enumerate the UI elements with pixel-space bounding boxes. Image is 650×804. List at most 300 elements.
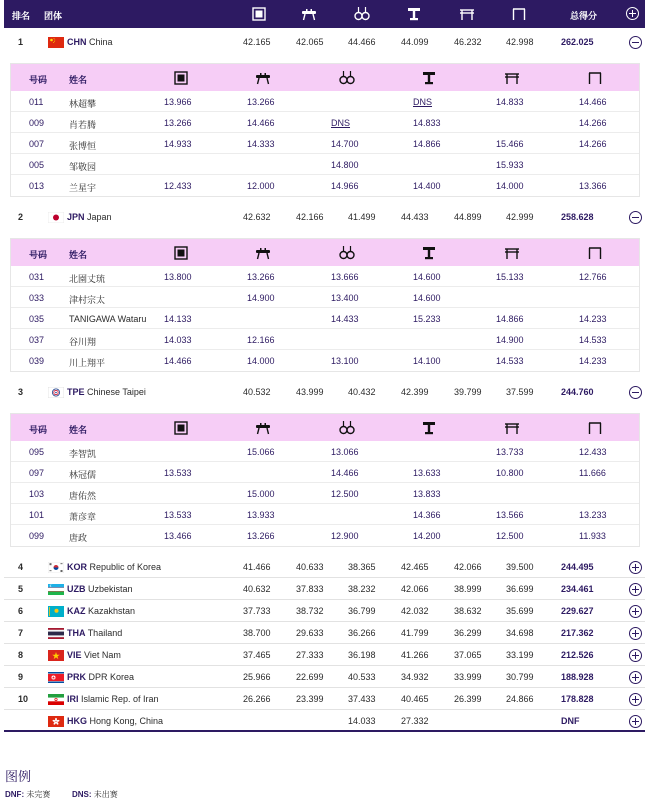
athlete-row — [11, 525, 639, 546]
athlete-score: 14.466 — [164, 356, 192, 366]
athlete-name[interactable]: 邹敬园 — [69, 162, 97, 172]
athlete-number: 035 — [29, 314, 45, 324]
athlete-score: 14.933 — [164, 139, 192, 149]
team-label — [67, 584, 133, 594]
athlete-score: 14.133 — [164, 314, 192, 324]
athlete-name[interactable]: 津村宗太 — [69, 295, 106, 305]
athlete-score: 14.900 — [247, 293, 275, 303]
horizontal-bar-icon — [587, 420, 603, 436]
parallel-bars-icon — [459, 6, 475, 22]
athlete-score: 12.433 — [164, 181, 192, 191]
horizontal-bar-icon — [587, 245, 603, 261]
team-name: Thailand — [87, 628, 123, 638]
flag-uzb-icon — [48, 584, 64, 595]
floor-exercise-icon — [173, 70, 189, 86]
athlete-header — [11, 64, 639, 91]
athlete-name[interactable]: 萧彦章 — [69, 512, 97, 522]
athlete-score: 15.233 — [413, 314, 441, 324]
team-score: 44.099 — [401, 37, 429, 47]
team-rank: 7 — [18, 628, 24, 638]
team-total: 178.828 — [561, 694, 594, 704]
team-row[interactable] — [4, 644, 645, 666]
legend-title: 图例 — [5, 769, 32, 784]
team-label — [67, 628, 122, 638]
athlete-number: 037 — [29, 335, 45, 345]
team-score: 42.999 — [506, 212, 534, 222]
flag-jpn-icon — [48, 212, 64, 223]
athlete-row — [11, 287, 639, 308]
team-name: Uzbekistan — [88, 584, 133, 594]
team-label — [67, 606, 135, 616]
parallel-bars-icon — [504, 245, 520, 261]
athlete-row — [11, 133, 639, 154]
team-total: 212.526 — [561, 650, 594, 660]
athlete-score: 14.100 — [413, 356, 441, 366]
team-total: 258.628 — [561, 212, 594, 222]
team-rank: 2 — [18, 212, 24, 222]
team-score: 26.399 — [454, 694, 482, 704]
team-total: DNF — [561, 716, 580, 726]
athlete-score: 14.700 — [331, 139, 359, 149]
floor-exercise-icon — [173, 245, 189, 261]
athlete-panel — [10, 63, 640, 197]
team-row[interactable] — [4, 31, 645, 53]
team-score: 42.066 — [454, 562, 482, 572]
collapse-icon[interactable] — [629, 386, 642, 399]
flag-chn-icon — [48, 37, 64, 48]
team-score: 26.266 — [243, 694, 271, 704]
expand-icon[interactable] — [629, 627, 642, 640]
athlete-header — [11, 239, 639, 266]
athlete-score: 12.000 — [247, 181, 275, 191]
pommel-horse-icon — [301, 6, 317, 22]
team-score: 33.999 — [454, 672, 482, 682]
vault-icon — [421, 70, 437, 86]
expand-icon[interactable] — [629, 715, 642, 728]
number-header: 号码 — [29, 75, 48, 85]
athlete-row — [11, 308, 639, 329]
athlete-name[interactable]: 谷川翔 — [69, 337, 97, 347]
athlete-score: 14.966 — [331, 181, 359, 191]
athlete-score: 12.500 — [331, 489, 359, 499]
athlete-name[interactable]: 兰星宇 — [69, 183, 97, 193]
athlete-header — [11, 414, 639, 441]
expand-icon[interactable] — [629, 671, 642, 684]
expand-icon[interactable] — [629, 605, 642, 618]
team-code: PRK — [67, 672, 87, 682]
team-row[interactable] — [4, 206, 645, 228]
athlete-score: 13.100 — [331, 356, 359, 366]
expand-icon[interactable] — [629, 583, 642, 596]
team-score: 39.500 — [506, 562, 534, 572]
team-score: 33.199 — [506, 650, 534, 660]
team-score: 37.433 — [348, 694, 376, 704]
team-score: 27.333 — [296, 650, 324, 660]
team-code: UZB — [67, 584, 86, 594]
athlete-score: 13.266 — [164, 118, 192, 128]
team-score: 41.499 — [348, 212, 376, 222]
athlete-score: 14.266 — [579, 139, 607, 149]
athlete-score: 13.400 — [331, 293, 359, 303]
team-score: 34.932 — [401, 672, 429, 682]
team-score: 42.998 — [506, 37, 534, 47]
expand-icon[interactable] — [629, 693, 642, 706]
team-score: 37.599 — [506, 387, 534, 397]
team-score: 24.866 — [506, 694, 534, 704]
team-row[interactable] — [4, 578, 645, 600]
athlete-number: 013 — [29, 181, 45, 191]
team-score: 36.266 — [348, 628, 376, 638]
athlete-name[interactable]: 李智凯 — [69, 449, 97, 459]
team-label — [67, 672, 134, 682]
athlete-score: 14.533 — [496, 356, 524, 366]
team-score: 38.999 — [454, 584, 482, 594]
athlete-row — [11, 504, 639, 525]
team-score: 37.065 — [454, 650, 482, 660]
team-code: KAZ — [67, 606, 86, 616]
team-score: 30.799 — [506, 672, 534, 682]
athlete-name[interactable]: 北園丈琉 — [69, 274, 106, 284]
team-score: 42.399 — [401, 387, 429, 397]
team-score: 37.733 — [243, 606, 271, 616]
athlete-name[interactable]: 林超攀 — [69, 99, 97, 109]
athlete-number: 097 — [29, 468, 45, 478]
athlete-score: 13.533 — [164, 510, 192, 520]
athlete-score: 14.833 — [496, 97, 524, 107]
expand-icon[interactable] — [629, 561, 642, 574]
team-row[interactable] — [4, 666, 645, 688]
athlete-name[interactable]: 唐佑然 — [69, 491, 97, 501]
athlete-score: 13.633 — [413, 468, 441, 478]
athlete-score: 14.400 — [413, 181, 441, 191]
team-code: VIE — [67, 650, 82, 660]
team-name: Viet Nam — [84, 650, 121, 660]
athlete-score: 14.600 — [413, 293, 441, 303]
athlete-score: 14.433 — [331, 314, 359, 324]
team-row[interactable] — [4, 688, 645, 710]
team-label — [67, 212, 112, 222]
team-score: 46.232 — [454, 37, 482, 47]
athlete-score: 15.000 — [247, 489, 275, 499]
team-score: 29.633 — [296, 628, 324, 638]
rank-header: 排名 — [12, 11, 31, 21]
athlete-score: 14.866 — [413, 139, 441, 149]
team-score: 38.732 — [296, 606, 324, 616]
team-label — [67, 650, 121, 660]
team-score: 44.466 — [348, 37, 376, 47]
athlete-score: 13.533 — [164, 468, 192, 478]
athlete-score: 13.366 — [579, 181, 607, 191]
athlete-row — [11, 441, 639, 462]
team-total: 262.025 — [561, 37, 594, 47]
athlete-score: 14.333 — [247, 139, 275, 149]
team-total: 229.627 — [561, 606, 594, 616]
team-rank: 6 — [18, 606, 24, 616]
vault-icon — [421, 420, 437, 436]
athlete-score: 14.833 — [413, 118, 441, 128]
team-rank: 3 — [18, 387, 24, 397]
team-name: Chinese Taipei — [87, 387, 146, 397]
athlete-score: 12.166 — [247, 335, 275, 345]
team-row[interactable] — [4, 600, 645, 622]
collapse-icon[interactable] — [629, 36, 642, 49]
athlete-score: 12.500 — [496, 531, 524, 541]
athlete-number: 033 — [29, 293, 45, 303]
team-score: 35.699 — [506, 606, 534, 616]
flag-tpe-icon — [48, 387, 64, 398]
athlete-score: 14.200 — [413, 531, 441, 541]
athlete-row — [11, 175, 639, 196]
athlete-score: DNS — [413, 97, 433, 107]
team-score: 40.532 — [243, 387, 271, 397]
team-score: 44.433 — [401, 212, 429, 222]
athlete-score: 13.966 — [164, 97, 192, 107]
team-score: 36.198 — [348, 650, 376, 660]
team-label — [67, 562, 161, 572]
athlete-row — [11, 266, 639, 287]
athlete-score: 10.800 — [496, 468, 524, 478]
team-name: China — [89, 37, 113, 47]
athlete-number: 005 — [29, 160, 45, 170]
legend-dns: DNS: 未出赛 — [72, 790, 118, 799]
team-score: 34.698 — [506, 628, 534, 638]
athlete-score: 14.466 — [331, 468, 359, 478]
athlete-row — [11, 91, 639, 112]
floor-exercise-icon — [173, 420, 189, 436]
team-score: 41.799 — [401, 628, 429, 638]
athlete-row — [11, 154, 639, 175]
name-header: 姓名 — [69, 250, 88, 260]
athlete-score: 14.366 — [413, 510, 441, 520]
team-score: 37.465 — [243, 650, 271, 660]
rings-icon — [339, 420, 355, 436]
expand-all-icon[interactable] — [626, 7, 639, 20]
athlete-row — [11, 329, 639, 350]
horizontal-bar-icon — [587, 70, 603, 86]
athlete-score: 14.466 — [247, 118, 275, 128]
athlete-number: 011 — [29, 97, 44, 107]
team-score: 43.999 — [296, 387, 324, 397]
rings-icon — [339, 70, 355, 86]
athlete-score: 14.866 — [496, 314, 524, 324]
athlete-score: 13.266 — [247, 272, 275, 282]
team-score: 42.166 — [296, 212, 324, 222]
team-code: HKG — [67, 716, 87, 726]
athlete-score: 13.566 — [496, 510, 524, 520]
team-score: 14.033 — [348, 716, 376, 726]
athlete-score: 15.066 — [247, 447, 275, 457]
team-score: 42.065 — [296, 37, 324, 47]
athlete-score: 14.533 — [579, 335, 607, 345]
team-row[interactable] — [4, 710, 645, 732]
athlete-score: 13.066 — [331, 447, 359, 457]
athlete-score: 12.433 — [579, 447, 607, 457]
team-score: 42.165 — [243, 37, 271, 47]
team-score: 39.799 — [454, 387, 482, 397]
athlete-number: 099 — [29, 531, 45, 541]
team-rank: 9 — [18, 672, 24, 682]
total-header: 总得分 — [570, 11, 598, 21]
athlete-score: 13.800 — [164, 272, 192, 282]
collapse-icon[interactable] — [629, 211, 642, 224]
team-code: IRI — [67, 694, 79, 704]
athlete-score: 14.000 — [247, 356, 275, 366]
team-score: 42.032 — [401, 606, 429, 616]
athlete-row — [11, 462, 639, 483]
team-score: 42.066 — [401, 584, 429, 594]
athlete-name[interactable]: TANIGAWA Wataru — [69, 314, 147, 324]
team-header: 团体 — [44, 11, 63, 21]
team-label — [67, 387, 146, 397]
flag-prk-icon — [48, 672, 64, 683]
name-header: 姓名 — [69, 75, 88, 85]
expand-icon[interactable] — [629, 649, 642, 662]
athlete-score: 13.466 — [164, 531, 192, 541]
athlete-score: 11.933 — [579, 531, 606, 541]
athlete-name[interactable]: 林冠儒 — [69, 470, 97, 480]
athlete-number: 039 — [29, 356, 45, 366]
team-code: THA — [67, 628, 86, 638]
team-score: 38.632 — [454, 606, 482, 616]
athlete-score: 14.033 — [164, 335, 192, 345]
athlete-name[interactable]: 张博恒 — [69, 141, 97, 151]
team-score: 36.299 — [454, 628, 482, 638]
legend-dnf: DNF: 未完赛 — [5, 790, 51, 799]
athlete-score: 15.466 — [496, 139, 524, 149]
team-code: CHN — [67, 37, 87, 47]
team-label — [67, 37, 113, 47]
team-name: Republic of Korea — [89, 562, 162, 572]
athlete-score: 11.666 — [579, 468, 606, 478]
athlete-number: 095 — [29, 447, 45, 457]
athlete-score: 12.766 — [579, 272, 607, 282]
team-score: 42.632 — [243, 212, 271, 222]
athlete-number: 101 — [29, 510, 45, 520]
flag-kaz-icon — [48, 606, 64, 617]
athlete-score: 14.900 — [496, 335, 524, 345]
athlete-score: 14.000 — [496, 181, 524, 191]
team-total: 244.760 — [561, 387, 594, 397]
athlete-score: 15.133 — [496, 272, 524, 282]
team-rank: 5 — [18, 584, 24, 594]
team-score: 38.232 — [348, 584, 376, 594]
athlete-score: 12.900 — [331, 531, 359, 541]
team-score: 27.332 — [401, 716, 429, 726]
horizontal-bar-icon — [511, 6, 527, 22]
team-name: Hong Kong, China — [89, 716, 164, 726]
team-score: 41.466 — [243, 562, 271, 572]
athlete-score: 13.933 — [247, 510, 275, 520]
team-name: Islamic Rep. of Iran — [81, 694, 159, 704]
athlete-score: 14.233 — [579, 314, 607, 324]
team-rank: 1 — [18, 37, 24, 47]
parallel-bars-icon — [504, 420, 520, 436]
team-score: 44.899 — [454, 212, 482, 222]
table-header — [4, 0, 645, 28]
team-row[interactable] — [4, 381, 645, 403]
team-label — [67, 694, 159, 704]
team-score: 38.700 — [243, 628, 271, 638]
team-rank: 4 — [18, 562, 24, 572]
athlete-score: 13.233 — [579, 510, 607, 520]
team-total: 234.461 — [561, 584, 594, 594]
team-score: 40.465 — [401, 694, 429, 704]
team-score: 40.633 — [296, 562, 324, 572]
team-rank: 10 — [18, 694, 29, 704]
parallel-bars-icon — [504, 70, 520, 86]
pommel-horse-icon — [255, 420, 271, 436]
name-header: 姓名 — [69, 425, 88, 435]
athlete-score: DNS — [331, 118, 351, 128]
team-score: 42.465 — [401, 562, 429, 572]
athlete-number: 009 — [29, 118, 45, 128]
athlete-score: 13.733 — [496, 447, 524, 457]
team-row[interactable] — [4, 622, 645, 644]
vault-icon — [421, 245, 437, 261]
pommel-horse-icon — [255, 245, 271, 261]
athlete-score: 13.666 — [331, 272, 359, 282]
team-score: 22.699 — [296, 672, 324, 682]
athlete-name[interactable]: 川上翔平 — [69, 358, 106, 368]
team-score: 38.365 — [348, 562, 376, 572]
athlete-score: 13.266 — [247, 97, 275, 107]
athlete-panel — [10, 413, 640, 547]
vault-icon — [406, 6, 422, 22]
team-code: TPE — [67, 387, 85, 397]
flag-hkg-icon — [48, 716, 64, 727]
athlete-score: 14.600 — [413, 272, 441, 282]
team-code: KOR — [67, 562, 87, 572]
flag-tha-icon — [48, 628, 64, 639]
team-score: 41.266 — [401, 650, 429, 660]
team-score: 40.632 — [243, 584, 271, 594]
athlete-score: 14.466 — [579, 97, 607, 107]
athlete-number: 007 — [29, 139, 45, 149]
athlete-score: 13.266 — [247, 531, 275, 541]
rings-icon — [339, 245, 355, 261]
number-header: 号码 — [29, 425, 48, 435]
team-total: 244.495 — [561, 562, 594, 572]
athlete-number: 031 — [29, 272, 45, 282]
team-score: 23.399 — [296, 694, 324, 704]
athlete-score: 14.233 — [579, 356, 607, 366]
team-code: JPN — [67, 212, 85, 222]
team-name: Japan — [87, 212, 112, 222]
athlete-row — [11, 112, 639, 133]
team-rank: 8 — [18, 650, 24, 660]
athlete-row — [11, 483, 639, 504]
team-score: 40.533 — [348, 672, 376, 682]
team-name: Kazakhstan — [88, 606, 136, 616]
athlete-name[interactable]: 唐政 — [69, 533, 88, 543]
team-score: 40.432 — [348, 387, 376, 397]
team-name: DPR Korea — [88, 672, 135, 682]
flag-kor-icon — [48, 562, 64, 573]
athlete-name[interactable]: 肖若腾 — [69, 120, 97, 130]
athlete-panel — [10, 238, 640, 372]
team-total: 188.928 — [561, 672, 594, 682]
pommel-horse-icon — [255, 70, 271, 86]
floor-exercise-icon — [251, 6, 267, 22]
athlete-score: 13.833 — [413, 489, 441, 499]
flag-iri-icon — [48, 694, 64, 705]
team-total: 217.362 — [561, 628, 594, 638]
team-row[interactable] — [4, 556, 645, 578]
number-header: 号码 — [29, 250, 48, 260]
athlete-score: 14.266 — [579, 118, 607, 128]
team-label — [67, 716, 163, 726]
team-score: 36.699 — [506, 584, 534, 594]
